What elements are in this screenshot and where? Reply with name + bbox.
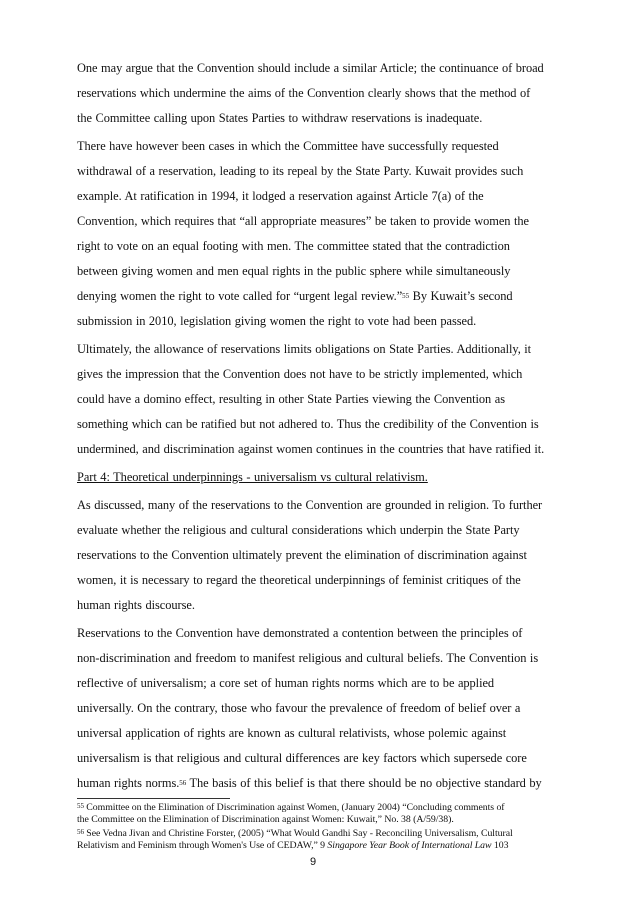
- paragraph-3-line-2: gives the impression that the Convention does not have to be strictly implemented, which: [77, 367, 523, 381]
- footnote-56-line-2: [77, 839, 508, 852]
- paragraph-1-line-3: the Committee calling upon States Parties to withdraw reservations is inadequate.: [77, 111, 483, 125]
- paragraph-4-line-5: human rights discourse.: [77, 598, 195, 612]
- paragraph-2-line-5: right to vote on an equal footing with men. The committee stated that the contradiction: [77, 239, 510, 253]
- paragraph-5-line-7-text: human rights norms.: [77, 776, 180, 790]
- page-number: 9: [310, 856, 317, 868]
- paragraph-5-line-6: universalism is that religious and cultural differences are key factors which supersede core: [77, 751, 527, 765]
- paragraph-5-line-1: Reservations to the Convention have demonstrated a contention between the principles of: [77, 626, 523, 640]
- paragraph-2-line-1: There have however been cases in which the Committee have successfully requested: [77, 139, 499, 153]
- paragraph-2-line-7-tail: By Kuwait’s second: [409, 289, 513, 303]
- footnote-56-journal-title: Singapore Year Book of International Law: [327, 840, 492, 851]
- paragraph-5-line-7: [77, 775, 542, 791]
- paragraph-4-line-2: evaluate whether the religious and cultural considerations which underpin the State Party: [77, 523, 520, 537]
- footnote-ref-55: 55: [402, 292, 410, 300]
- paragraph-5-line-5: universal application of rights are known as cultural relativists, whose polemic against: [77, 726, 507, 740]
- paragraph-2-line-6: between giving women and men equal rights in the public sphere while simultaneously: [77, 264, 511, 278]
- paragraph-1-line-1: One may argue that the Convention should include a similar Article; the continuance of broad: [77, 61, 544, 75]
- footnote-56-number: 56: [77, 828, 84, 836]
- footnote-56-text-2c: 103: [491, 840, 509, 851]
- paragraph-2-line-7-text: denying women the right to vote called for “urgent legal review.”: [77, 289, 403, 303]
- footnote-56-line-1: [77, 826, 513, 840]
- section-heading-part-4: Part 4: Theoretical underpinnings - universalism vs cultural relativism.: [77, 470, 428, 484]
- paragraph-2-line-4: Convention, which requires that “all appropriate measures” be taken to provide women the: [77, 214, 529, 228]
- footnote-ref-56: 56: [179, 779, 187, 787]
- paragraph-3-line-1: Ultimately, the allowance of reservations limits obligations on State Parties. Additionally, it: [77, 342, 532, 356]
- paragraph-4-line-1: As discussed, many of the reservations to the Convention are grounded in religion. To further: [77, 498, 543, 512]
- paragraph-1-line-2: reservations which undermine the aims of the Convention clearly shows that the method of: [77, 86, 531, 100]
- footnote-55-text-1: Committee on the Elimination of Discrimination against Women, (January 2004) “Concluding comments of: [83, 802, 505, 813]
- paragraph-3-line-4: something which can be ratified but not adhered to. Thus the credibility of the Convention is: [77, 417, 539, 431]
- paragraph-4-line-4: women, it is necessary to regard the theoretical underpinnings of feminist critiques of the: [77, 573, 521, 587]
- footnote-separator: [77, 798, 230, 799]
- footnote-55-line-2: the Committee on the Elimination of Discrimination against Women: Kuwait,” No. 38 (A/59/38).: [77, 814, 454, 825]
- footnote-56-text-2a: Relativism and Feminism through Women's Use of CEDAW,” 9: [77, 840, 328, 851]
- paragraph-4-line-3: reservations to the Convention ultimately prevent the elimination of discrimination against: [77, 548, 527, 562]
- paragraph-5-line-3: reflective of universalism; a core set of human rights norms which are to be applied: [77, 676, 495, 690]
- paragraph-2-line-7: [77, 288, 513, 304]
- paragraph-5-line-2: non-discrimination and freedom to manifest religious and cultural beliefs. The Convention is: [77, 651, 539, 665]
- paragraph-2-line-2: withdrawal of a reservation, leading to its repeal by the State Party. Kuwait provides such: [77, 164, 524, 178]
- footnote-56-text-1: See Vedna Jivan and Christine Forster, (2005) “What Would Gandhi Say - Reconciling Universalism, Cultural: [83, 828, 513, 839]
- paragraph-2-line-3: example. At ratification in 1994, it lodged a reservation against Article 7(a) of the: [77, 189, 484, 203]
- paragraph-3-line-3: could have a domino effect, resulting in other State Parties viewing the Convention as: [77, 392, 505, 406]
- footnote-55-line-1: [77, 800, 505, 814]
- paragraph-5-line-7-tail: The basis of this belief is that there should be no objective standard by: [186, 776, 542, 790]
- footnote-55-number: 55: [77, 802, 84, 810]
- paragraph-3-line-5: undermined, and discrimination against women continues in the countries that have ratified it.: [77, 442, 545, 456]
- paragraph-5-line-4: universally. On the contrary, those who favour the prevalence of freedom of belief over a: [77, 701, 521, 715]
- paragraph-2-line-8: submission in 2010, legislation giving women the right to vote had been passed.: [77, 314, 477, 328]
